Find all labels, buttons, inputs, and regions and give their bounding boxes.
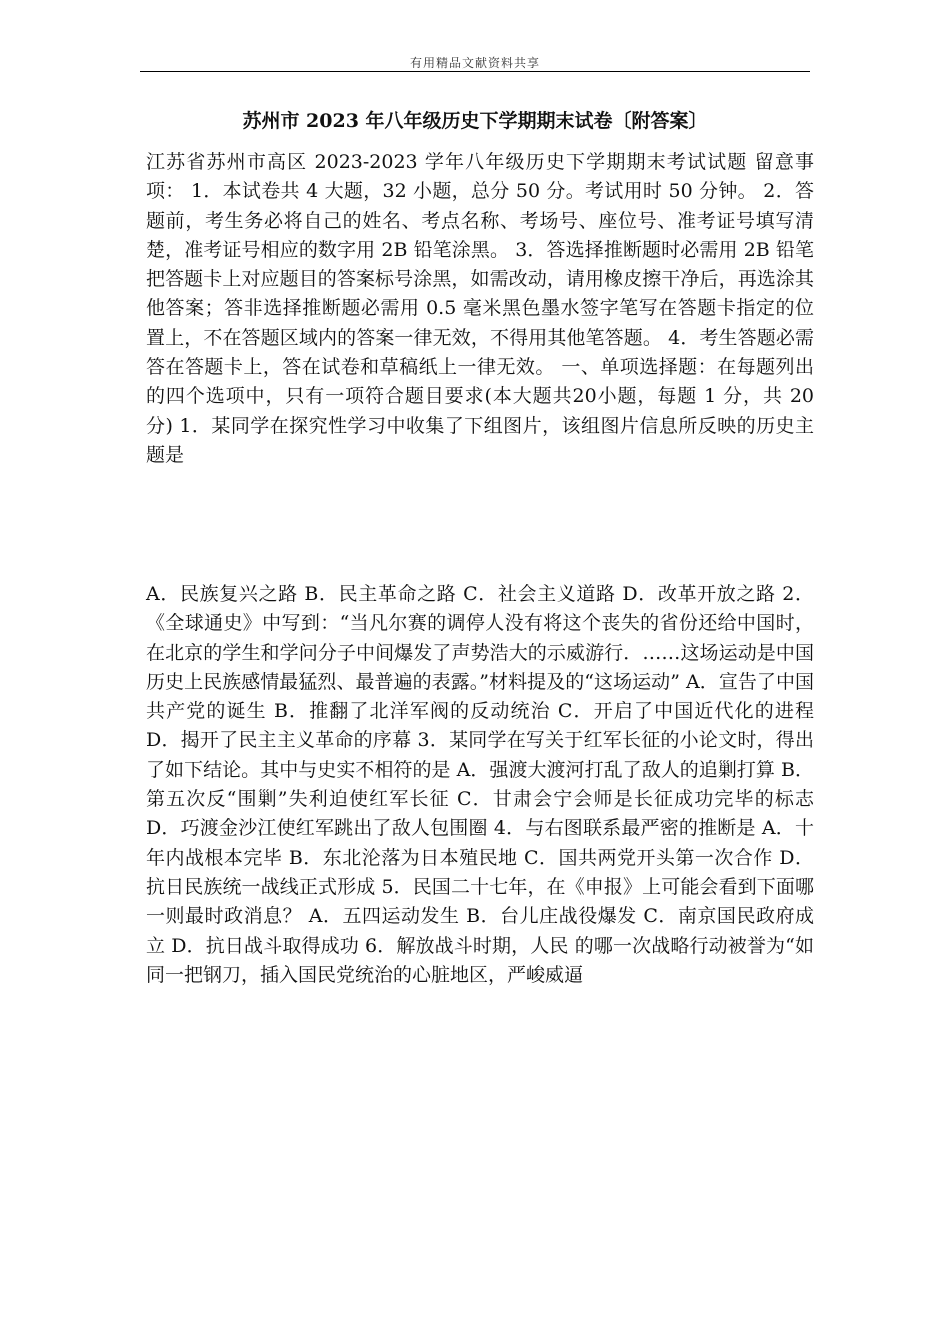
header-divider xyxy=(140,71,810,72)
document-title: 苏州市 2023 年八年级历史下学期期末试卷〔附答案〕 xyxy=(242,110,708,132)
paragraph-questions: A．民族复兴之路 B．民主革命之路 C．社会主义道路 D．改革开放之路 2．《全球通史》中写到：“当凡尔赛的调停人没有将这个丧失的省份还给中国时，在北京的学生和学问分子中间爆发了声势浩大的示威游行．……这场运动是中国历史上民族感情最猛烈、最普遍的表露。”材料提及的“这场运动” A．宣告了中国共产党的诞生 B．推翻了北洋军阀的反动统治 C．开启了中国近代化的进程 D．揭开了民主主义革命的序幕 3．某同学在写关于红军长征的小论文时，得出了如下结论。其中与史实不相符的是 A．强渡大渡河打乱了敌人的追剿打算 B．第五次反“围剿”失利迫使红军长征 C．甘肃会宁会师是长征成功完毕的标志 D．巧渡金沙江使红军跳出了敌人包围圈 4．与右图联系最严密的推断是 A．十年内战根本完毕 B．东北沦落为日本殖民地 C．国共两党开头第一次合作 D．抗日民族统一战线正式形成 5．民国二十七年，在《申报》上可能会看到下面哪一则最时政消息？ A．五四运动发生 B．台儿庄战役爆发 C．南京国民政府成立 D．抗日战斗取得成功 6．解放战斗时期，人民 的哪一次战略行动被誉为“如同一把钢刀，插入国民党统治的心脏地区，严峻威逼 xyxy=(146,583,814,986)
page-header: 有用精品文献资料共享 xyxy=(409,56,540,70)
paragraph-instructions: 江苏省苏州市高区 2023-2023 学年八年级历史下学期期末考试试题 留意事项： 1．本试卷共 4 大题，32 小题，总分 50 分。考试用时 50 分钟。 2．答题前，考生务必将自己的姓名、考点名称、考场号、座位号、准考证号填写清楚，准考证号相应的数字用 2B 铅笔涂黑。 3．答选择推断题时必需用 2B 铅笔把答题卡上对应题目的答案标号涂黑，如需改动，请用橡皮擦干净后，再选涂其他答案；答非选择推断题必需用 0.5 毫米黑色墨水签字笔写在答题卡指定的位置上，不在答题区域内的答案一律无效，不得用其他笔答题。 4．考生答题必需答在答题卡上，答在试卷和草稿纸上一律无效。 一、单项选择题：在每题列出的四个选项中，只有一项符合题目要求(本大题共20小题，每题 1 分，共 20 分) 1．某同学在探究性学习中收集了下组图片，该组图片信息所反映的历史主题是 xyxy=(146,151,814,466)
